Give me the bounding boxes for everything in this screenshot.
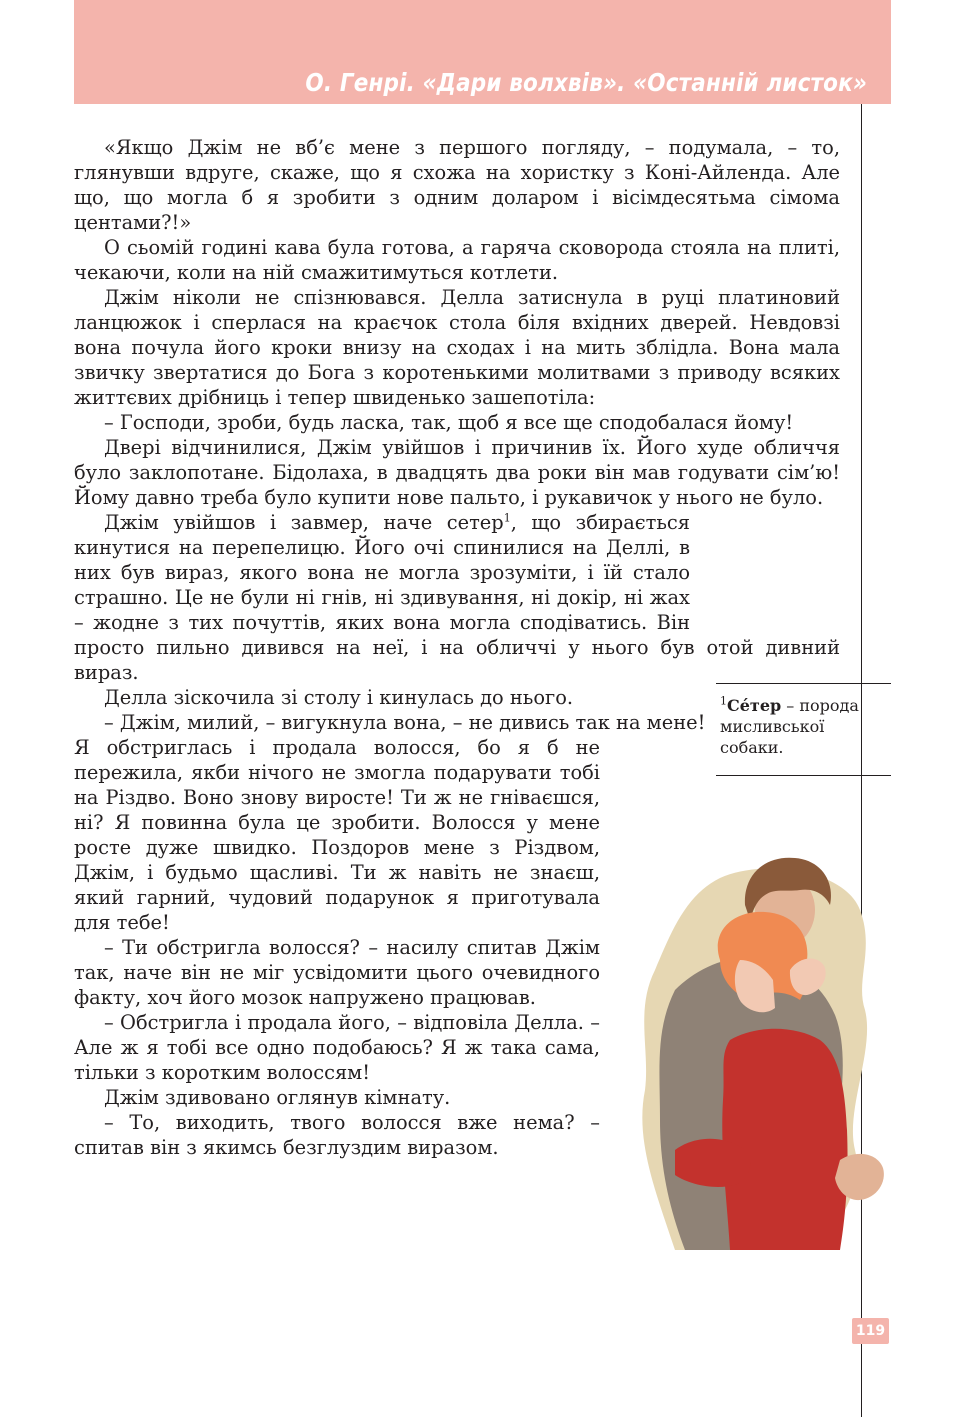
embracing-couple-illustration: [615, 850, 895, 1270]
paragraph: Я обстриглась і продала волосся, бо я б не пережила, якби нічого не змогла подарувати тобі на Різдво. Воно знову виросте! Ти ж не гніваєшся, ні? Я повинна була це зробити. Волосся у мене росте дуже швидко. Поздоров мене з Різдвом, Джім, і будьмо щасливі. Ти ж навіть не знаєш, який гарний, чудовий подарунок я приготувала для тебе!: [74, 736, 600, 934]
woman-dress: [722, 1029, 847, 1250]
footnote-rule-bottom: [716, 775, 891, 776]
paragraph: – Джім, милий, – вигукнула вона, – не дивись так на мене!: [104, 711, 706, 734]
footnote-rule-top: [716, 683, 891, 684]
paragraph-text: Джім увійшов і завмер, наче сетер: [104, 511, 504, 534]
footnote-reference[interactable]: 1: [503, 511, 511, 525]
paragraph-text: , що збирається кинутися на перепелицю. Його очі спинилися на Деллі, в них був вираз, якого вона не могла зрозуміти, і їй стало страшно. Це не були ні гнів, ні здивування, ні докір, ні жах – жодне з тих почуттів, яких вона могла сподіватись. Він просто пильно дивився на неї, і на обличчі у нього був отой дивний вираз.: [74, 511, 840, 684]
paragraph: – То, виходить, твого волосся вже нема? – спитав він з якимсь безглуздим виразом.: [74, 1111, 600, 1159]
paragraph: Делла зіскочила зі столу і кинулась до нього.: [104, 686, 574, 709]
paragraph: – Ти обстригла волосся? – насилу спитав Джім так, наче він не міг усвідомити цього очевидного факту, хоч його мозок напружено працював.: [74, 936, 600, 1009]
paragraph: – Обстригла і продала його, – відповіла Делла. – Але ж я тобі все одно подобаюсь? Я ж така сама, тільки з коротким волоссям!: [74, 1011, 600, 1084]
paragraph: «Якщо Джім не вб’є мене з першого погляду, – подумала, – то, глянувши вдруге, скаже, що я схожа на хористку з Коні-Айленда. Але що, що могла б я зробити з одним доларом і вісімдесятьма сімома центами?!»: [74, 136, 840, 234]
header-band: [74, 0, 891, 104]
footnote-term: Се́тер: [727, 696, 782, 715]
paragraph: О сьомій годині кава була готова, а гаряча сковорода стояла на плиті, чекаючи, коли на ній смажитимуться котлети.: [74, 236, 840, 284]
footnote-number: 1: [720, 694, 727, 708]
footnote-box: [716, 683, 891, 776]
footnote-text: [720, 695, 888, 758]
footnote-definition: – порода мисливської собаки.: [720, 696, 859, 757]
paragraph: Джім ніколи не спізнювався. Делла затиснула в руці платиновий ланцюжок і сперлася на краєчок стола біля вхідних дверей. Невдовзі вона почула його кроки внизу на сходах і на мить зблідла. Вона мала звичку звертатися до Бога з коротенькими молитвами з приводу всяких життєвих дрібниць і тепер швиденько зашепотіла:: [74, 286, 840, 409]
paragraph: Двері відчинилися, Джім увійшов і причинив їх. Його худе обличчя було заклопотане. Бідолаха, в двадцять два роки він мав годувати сім’ю! Йому давно треба було купити нове пальто, і рукавичок у нього не було.: [74, 436, 840, 509]
paragraph: [74, 510, 840, 685]
paragraph: Джім здивовано оглянув кімнату.: [104, 1086, 451, 1109]
running-header-title: О. Генрі. «Дари волхвів». «Останній листок»: [305, 68, 867, 97]
page-number-badge: 119: [852, 1318, 889, 1344]
paragraph: – Господи, зроби, будь ласка, так, щоб я все ще сподобалася йому!: [104, 411, 794, 434]
footnote-spacer: [690, 510, 840, 630]
